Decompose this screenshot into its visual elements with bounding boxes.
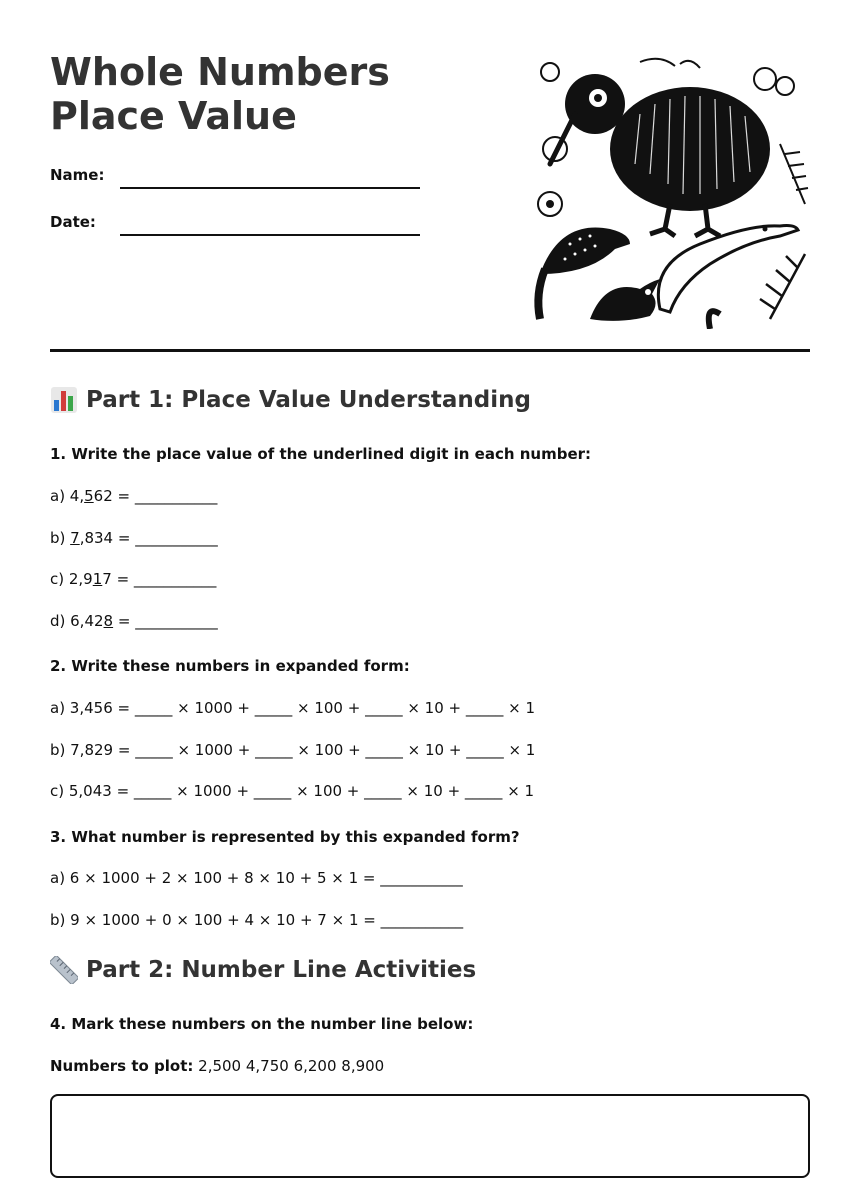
q1-item-d: d) 6,428 = ___________ [50, 612, 218, 630]
q2-item-b: b) 7,829 = _____ × 1000 + _____ × 100 + _____ × 10 + _____ × 1 [50, 741, 536, 759]
number-line-box[interactable] [50, 1094, 810, 1178]
q2-item-c: c) 5,043 = _____ × 1000 + _____ × 100 + _____ × 10 + _____ × 1 [50, 782, 535, 800]
bar-chart-icon [50, 386, 78, 414]
wildlife-illustration [530, 54, 810, 329]
part1-heading [50, 386, 531, 414]
plot-values: 2,500 4,750 6,200 8,900 [198, 1057, 385, 1075]
question-1-prompt: 1. Write the place value of the underlined digit in each number: [50, 445, 592, 463]
underlined-digit: 1 [92, 570, 103, 588]
q2-item-a: a) 3,456 = _____ × 1000 + _____ × 100 + _____ × 10 + _____ × 1 [50, 699, 536, 717]
part2-title: Part 2: Number Line Activities [86, 957, 477, 983]
page-title: Whole Numbers Place Value [50, 50, 390, 138]
question-4-prompt: 4. Mark these numbers on the number line below: [50, 1015, 474, 1033]
part2-heading [50, 956, 476, 984]
date-label: Date: [50, 213, 96, 231]
q3-item-a: a) 6 × 1000 + 2 × 100 + 8 × 10 + 5 × 1 = ___________ [50, 869, 463, 887]
header-divider [50, 349, 810, 352]
q1-item-a: a) 4,562 = ___________ [50, 487, 218, 505]
underlined-digit: 7 [70, 529, 80, 547]
q3-item-b: b) 9 × 1000 + 0 × 100 + 4 × 10 + 7 × 1 = ___________ [50, 911, 464, 929]
date-field[interactable] [120, 234, 420, 236]
part1-title: Part 1: Place Value Understanding [86, 387, 531, 413]
q1-item-b: b) 7,834 = ___________ [50, 529, 218, 547]
plot-label: Numbers to plot: [50, 1057, 194, 1075]
question-3-prompt: 3. What number is represented by this expanded form? [50, 828, 520, 846]
underlined-digit: 5 [84, 487, 94, 505]
q1-item-c: c) 2,917 = ___________ [50, 570, 217, 588]
name-field[interactable] [120, 187, 420, 189]
underlined-digit: 8 [103, 612, 114, 630]
ruler-icon [50, 956, 78, 984]
question-2-prompt: 2. Write these numbers in expanded form: [50, 657, 410, 675]
numbers-to-plot [50, 1057, 384, 1075]
name-label: Name: [50, 166, 105, 184]
